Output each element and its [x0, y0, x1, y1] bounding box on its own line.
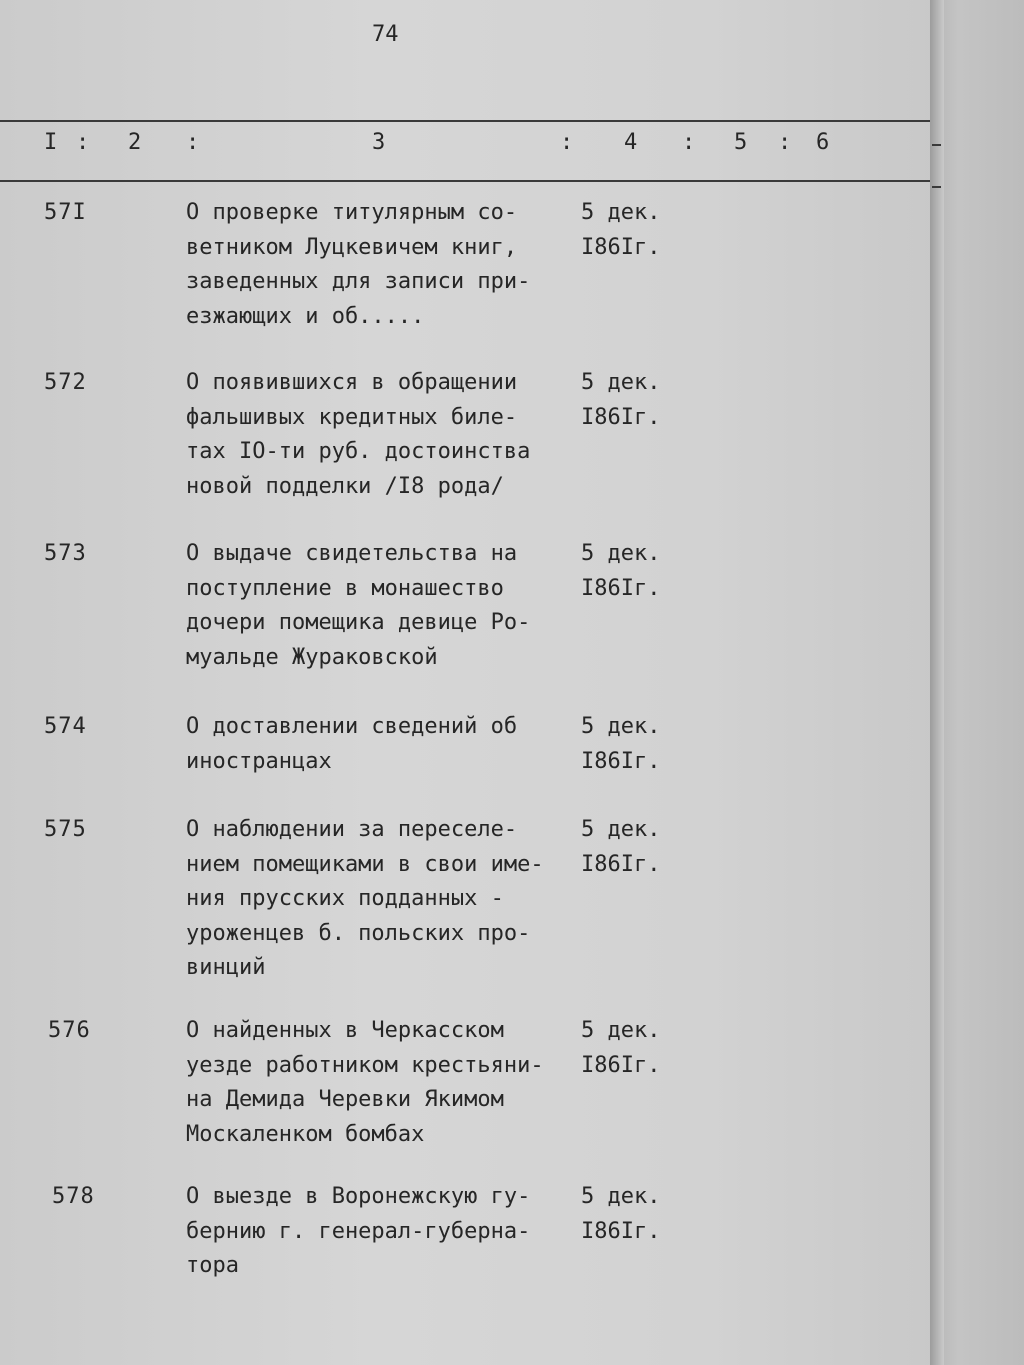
date-year: I86Iг.: [581, 234, 661, 260]
description-line: езжающих и об.....: [186, 303, 425, 329]
entry-description: [186, 1180, 581, 1284]
description-line: уезде работником крестьяни-: [186, 1052, 544, 1078]
entry-number: 576: [48, 1018, 91, 1043]
date-year: I86Iг.: [581, 851, 661, 877]
column-header-2: 2: [128, 130, 142, 155]
date-year: I86Iг.: [581, 404, 661, 430]
date-day: 5 дек.: [581, 1018, 661, 1043]
description-line: муальде Жураковской: [186, 644, 438, 670]
description-line: тора: [186, 1253, 239, 1278]
description-line: фальшивых кредитных биле-: [186, 404, 518, 430]
column-header-row: [0, 130, 930, 164]
entry-number: 573: [44, 541, 87, 566]
entry-date: [581, 196, 660, 265]
description-line: нием помещиками в свои име-: [186, 851, 544, 877]
page-fold: [930, 0, 944, 1365]
entry-date: [581, 710, 660, 779]
date-day: 5 дек.: [581, 370, 661, 395]
entry-date: [581, 1180, 660, 1249]
column-header-6: 6: [816, 130, 830, 155]
entry-number: 574: [44, 714, 87, 739]
description-line: заведенных для записи при-: [186, 269, 531, 294]
column-separator: :: [778, 130, 792, 155]
column-separator: :: [682, 130, 696, 155]
header-bottom-rule: [0, 180, 930, 182]
entry-description: [186, 366, 581, 504]
column-header-5: 5: [734, 130, 748, 155]
description-line: О выезде в Воронежскую гу-: [186, 1184, 531, 1209]
date-year: I86Iг.: [581, 1218, 661, 1244]
description-line: О доставлении сведений об: [186, 714, 518, 739]
description-line: поступление в монашество: [186, 575, 504, 601]
date-year: I86Iг.: [581, 575, 661, 601]
column-header-4: 4: [624, 130, 638, 155]
entry-description: [186, 196, 581, 334]
date-day: 5 дек.: [581, 541, 661, 566]
header-top-rule: [0, 120, 930, 122]
entry-description: [186, 813, 581, 986]
description-line: винций: [186, 955, 266, 980]
margin-tick: [932, 186, 941, 188]
description-line: уроженцев б. польских про-: [186, 920, 531, 946]
column-separator: :: [186, 130, 200, 155]
description-line: Москаленком бомбах: [186, 1121, 425, 1147]
column-header-3: 3: [372, 130, 386, 155]
description-line: дочери помещика девице Ро-: [186, 610, 531, 635]
entry-description: [186, 1014, 581, 1152]
description-line: ния прусских подданных -: [186, 886, 504, 911]
page-number: 74: [372, 22, 399, 47]
margin-tick: [932, 144, 941, 146]
entry-description: [186, 710, 581, 779]
date-day: 5 дек.: [581, 1184, 661, 1209]
entry-date: [581, 813, 660, 882]
date-day: 5 дек.: [581, 817, 661, 842]
description-line: новой подделки /I8 рода/: [186, 473, 504, 499]
description-line: на Демида Черевки Якимом: [186, 1087, 504, 1112]
entry-description: [186, 537, 581, 675]
entry-number: 578: [52, 1184, 95, 1209]
description-line: тах IO-ти руб. достоинства: [186, 439, 531, 464]
description-line: О появившихся в обращении: [186, 370, 518, 395]
entry-date: [581, 366, 660, 435]
column-separator: :: [560, 130, 574, 155]
description-line: О найденных в Черкасском: [186, 1018, 504, 1043]
description-line: О выдаче свидетельства на: [186, 541, 518, 566]
entry-number: 57I: [44, 200, 87, 225]
entry-date: [581, 1014, 660, 1083]
date-day: 5 дек.: [581, 714, 661, 739]
description-line: иностранцах: [186, 748, 332, 774]
underlying-page: [930, 0, 1024, 1365]
column-separator: :: [76, 130, 90, 155]
entry-number: 575: [44, 817, 87, 842]
entry-number: 572: [44, 370, 87, 395]
date-year: I86Iг.: [581, 1052, 661, 1078]
description-line: ветником Луцкевичем книг,: [186, 234, 518, 260]
date-day: 5 дек.: [581, 200, 661, 225]
date-year: I86Iг.: [581, 748, 661, 774]
column-header-1: I: [44, 130, 58, 155]
description-line: бернию г. генерал-губерна-: [186, 1218, 531, 1244]
entry-date: [581, 537, 660, 606]
description-line: О проверке титулярным со-: [186, 200, 518, 225]
description-line: О наблюдении за переселе-: [186, 817, 518, 842]
